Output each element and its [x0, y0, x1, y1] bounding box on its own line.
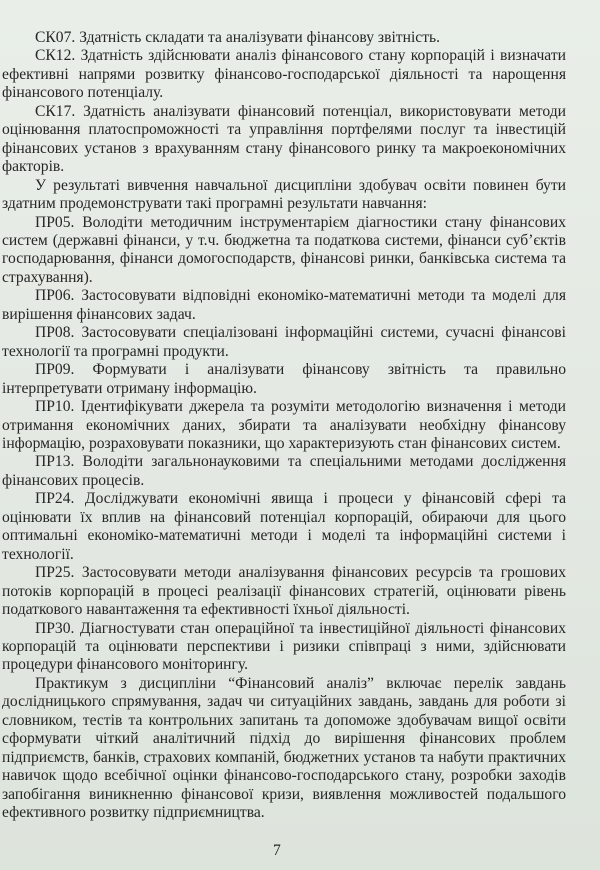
- paragraph-practicum: Практикум з дисципліни “Фінансовий аналіз” включає перелік завдань дослідницького спрямування, задач чи ситуаційних завдань, завдань для роботи зі словником, тестів та контрольних запитань та допоможе здобувачам вищої освіти сформувати чіткий аналітичний підхід до вирішення фінансових проблем підприємств, банків, страхових компаній, бюджетних установ та набути практичних навичок щодо всебічної оцінки фінансово-господарського стану, розробки заходів запобігання виникненню фінансової кризи, виявлення можливостей подальшого ефективного розвитку підприємництва.: [2, 674, 566, 822]
- paragraph-pr06: ПР06. Застосовувати відповідні економіко-математичні методи та моделі для вирішення фінансових задач.: [2, 287, 566, 323]
- paragraph-pr10: ПР10. Ідентифікувати джерела та розуміти методологію визначення і методи отримання економічних даних, збирати та аналізувати необхідну фінансову інформацію, розраховувати показники, що характеризують стан фінансових систем.: [2, 398, 566, 452]
- paragraph-pr08: ПР08. Застосовувати спеціалізовані інформаційні системи, сучасні фінансові технології та програмні продукти.: [2, 324, 566, 360]
- paragraph-pr24: ПР24. Досліджувати економічні явища і процеси у фінансовій сфері та оцінювати їх вплив на фінансовий потенціал корпорацій, обираючи для цього оптимальні економіко-математичні методи і моделі та інформаційні системи і технології.: [2, 490, 566, 563]
- paragraph-pr05: ПР05. Володіти методичним інструментарієм діагностики стану фінансових систем (державні фінанси, у т.ч. бюджетна та податкова системи, фінанси суб’єктів господарювання, фінанси домогосподарств, фінансові ринки, банківська система та страхування).: [2, 213, 566, 286]
- document-body: [2, 29, 566, 822]
- page-number: 7: [273, 842, 281, 859]
- paragraph-pr09: ПР09. Формувати і аналізувати фінансову звітність та правильно інтерпретувати отриману інформацію.: [2, 361, 566, 397]
- paragraph-sk12: СК12. Здатність здійснювати аналіз фінансового стану корпорацій і визначати ефективні напрями розвитку фінансово-господарської діяльності та нарощення фінансового потенціалу.: [2, 47, 566, 102]
- paragraph-sk07: СК07. Здатність складати та аналізувати фінансову звітність.: [35, 29, 441, 46]
- paragraph-learning-outcomes-intro: У результаті вивчення навчальної дисципліни здобувач освіти повинен бути здатним продемонструвати такі програмні результати навчання:: [2, 176, 566, 213]
- paragraph-sk17: СК17. Здатність аналізувати фінансовий потенціал, використовувати методи оцінювання платоспроможності та управління портфелями послуг та інвестицій фінансових установ з врахуванням стану фінансового ринку та макроекономічних факторів.: [2, 102, 566, 176]
- paragraph-pr13: ПР13. Володіти загальнонауковими та спеціальними методами дослідження фінансових процесів.: [2, 453, 566, 489]
- paragraph-pr30: ПР30. Діагностувати стан операційної та інвестиційної діяльності фінансових корпорацій та оцінювати перспективи і ризики співпраці з ними, здійснювати процедури фінансового моніторингу.: [2, 619, 566, 674]
- paragraph-pr25: ПР25. Застосовувати методи аналізування фінансових ресурсів та грошових потоків корпорацій в процесі реалізації фінансових стратегій, оцінювати рівень податкового навантаження та ефективності їхньої діяльності.: [2, 564, 566, 619]
